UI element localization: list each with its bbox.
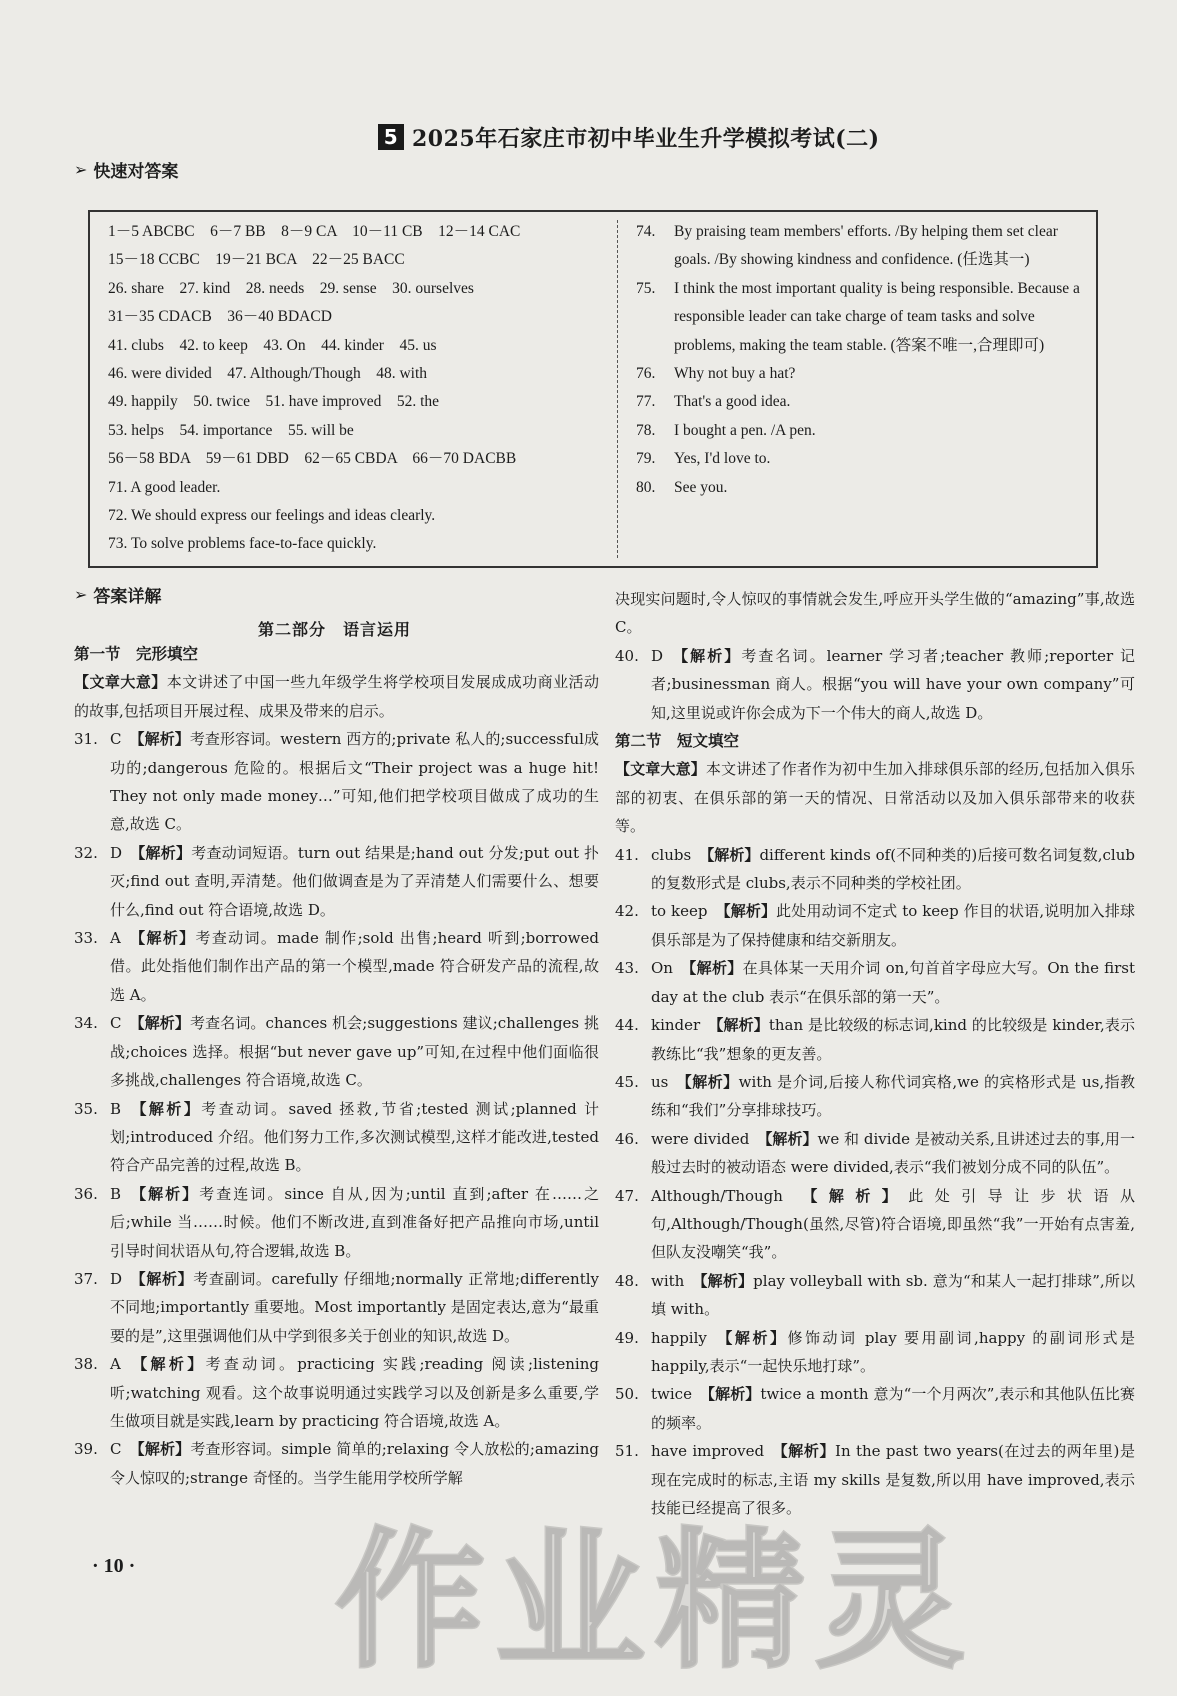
explanation-item <box>74 725 599 839</box>
quick-answer-box <box>88 210 1098 568</box>
analysis-text: 考查名词。learner 学习者;teacher 教师;reporter 记者;businessman 商人。根据“you will have your own company”可知,这里说或许你会成为下一个伟大的商人,故选 D。 <box>651 646 1135 722</box>
item-body <box>110 1265 599 1350</box>
analysis-text: 修饰动词 play 要用副词,happy 的副词形式是 happily,表示“一起快乐地打球”。 <box>651 1328 1135 1375</box>
item-body <box>110 1180 599 1265</box>
item-number: 32. <box>74 843 98 862</box>
answer-line: 1－5 ABCBC 6－7 BB 8－9 CA 10－11 CB 12－14 CAC <box>108 223 521 240</box>
summary-text: 本文讲述了中国一些九年级学生将学校项目发展成成功商业活动的故事,包括项目开展过程、成果及带来的启示。 <box>74 673 599 720</box>
item-body <box>651 1182 1135 1267</box>
analysis-text: 考查副词。carefully 仔细地;normally 正常地;differently不同地;importantly 重要地。Most importantly 是固定表达,意为“最重要的是”,这里强调他们从中学到很多关于创业的知识,故选 D。 <box>110 1269 599 1345</box>
item-number: 48. <box>615 1271 639 1290</box>
item-number: 42. <box>615 902 639 921</box>
item-answer: On <box>651 959 673 978</box>
item-answer: D <box>651 646 664 665</box>
item-body <box>651 897 1135 954</box>
quick-answers-right <box>636 218 1084 502</box>
explanation-item <box>615 954 1135 1011</box>
item-body <box>651 642 1135 727</box>
item-body <box>110 1009 599 1094</box>
explanation-item <box>74 1180 599 1265</box>
summary-text: 本文讲述了作者作为初中生加入排球俱乐部的经历,包括加入俱乐部的初衷、在俱乐部的第一天的情况、日常活动以及加入俱乐部带来的收获等。 <box>615 760 1135 836</box>
item-body <box>651 1380 1135 1437</box>
details-heading <box>74 582 161 607</box>
item-number: 34. <box>74 1014 98 1033</box>
item-body <box>651 841 1135 898</box>
answer-item <box>636 417 1084 445</box>
analysis-text: 考查连词。since 自从,因为;until 直到;after 在……之后;while 当……时候。他们不断改进,直到准备好把产品推向市场,until 引导时间状语从句,符合逻辑,故选 B。 <box>110 1184 599 1260</box>
analysis-tag: 【解析】 <box>129 1440 191 1459</box>
answer-line: 15－18 CCBC 19－21 BCA 22－25 BACC <box>108 251 405 269</box>
item-number: 33. <box>74 929 98 948</box>
item-answer: were divided <box>651 1129 750 1148</box>
analysis-text: different kinds of(不同种类的)后接可数名词复数,club 的复数形式是 clubs,表示不同种类的学校社团。 <box>651 845 1135 893</box>
analysis-tag: 【解析】 <box>715 902 777 921</box>
item-number: 44. <box>615 1016 639 1035</box>
analysis-text: with 是介词,后接人称代词宾格,we 的宾格形式是 us,指教练和“我们”分享排球技巧。 <box>651 1072 1135 1120</box>
analysis-text: 考查动词。practicing 实践;reading 阅读;listening 听;watching 观看。这个故事说明通过实践学习以及创新是多么重要,学生做项目就是实践,learn by practicing 符合语境,故选 A。 <box>110 1355 599 1430</box>
section1-title: 第一节 完形填空 <box>74 645 199 663</box>
item-number: 43. <box>615 959 639 978</box>
analysis-tag: 【解析】 <box>676 1072 739 1091</box>
analysis-tag: 【解析】 <box>680 959 743 978</box>
analysis-tag: 【解析】 <box>772 1442 836 1461</box>
explanation-item <box>615 1380 1135 1437</box>
section2-summary <box>615 755 1135 840</box>
explanation-item <box>615 1125 1135 1182</box>
item-answer: us <box>651 1072 669 1091</box>
analysis-text: 考查形容词。western 西方的;private 私人的;successful成功的;dangerous 危险的。根据后文“Their project was a huge hit! They not only made money…”可知,他们把学校项目做成了成功的生意,故选 C。 <box>110 730 599 834</box>
item-body <box>651 1125 1135 1182</box>
answer-number: 76. <box>636 365 656 383</box>
quick-answers-heading-text: 快速对答案 <box>93 162 179 182</box>
item-body <box>110 924 599 1009</box>
explanation-item <box>74 1095 599 1180</box>
answer-number: 79. <box>636 450 656 468</box>
answer-line: 56－58 BDA 59－61 DBD 62－65 CBDA 66－70 DACBB <box>108 450 517 468</box>
details-left-column <box>74 640 599 1492</box>
details-right-column <box>615 585 1135 1522</box>
answer-item <box>636 218 1084 275</box>
explanation-item <box>615 841 1135 898</box>
item-body <box>110 1095 599 1180</box>
quick-answers-left <box>108 218 608 559</box>
item-answer: A <box>110 1355 121 1374</box>
analysis-text: play volleyball with sb. 意为“和某人一起打排球”,所以填 with。 <box>651 1271 1135 1319</box>
analysis-tag: 【解析】 <box>708 1016 769 1035</box>
answer-line: 71. A good leader. <box>108 478 221 496</box>
item-answer: have improved <box>651 1442 765 1461</box>
answer-line: 73. To solve problems face-to-face quickly. <box>108 535 377 553</box>
answer-item <box>636 388 1084 416</box>
answer-number: 74. <box>636 223 656 240</box>
analysis-text: 考查动词。made 制作;sold 出售;heard 听到;borrowed借。此处指他们制作出产品的第一个模型,made 符合研发产品的流程,故选 A。 <box>110 929 599 1004</box>
arrow-icon: ➢ <box>74 585 88 604</box>
analysis-text: we 和 divide 是被动关系,且讲述过去的事,用一般过去时的被动语态 were divided,表示“我们被划分成不同的队伍”。 <box>651 1129 1135 1177</box>
answer-text: That's a good idea. <box>674 393 791 411</box>
item-body <box>651 954 1135 1011</box>
exam-title <box>378 122 880 152</box>
analysis-tag: 【解析】 <box>757 1129 818 1148</box>
explanation-item <box>74 839 599 924</box>
analysis-tag: 【解析】 <box>128 929 196 948</box>
part-title: 第二部分 语言运用 <box>258 620 412 639</box>
analysis-tag: 【解析】 <box>128 1355 206 1374</box>
analysis-tag: 【解析】 <box>129 1014 191 1033</box>
summary-tag: 【文章大意】 <box>74 673 167 692</box>
item-number: 51. <box>615 1442 639 1461</box>
item-number: 39. <box>74 1440 98 1459</box>
explanation-item <box>74 924 599 1009</box>
answer-line: 31－35 CDACB 36－40 BDACD <box>108 308 332 326</box>
summary-tag: 【文章大意】 <box>615 760 706 779</box>
item-number: 31. <box>74 730 98 749</box>
item-number: 35. <box>74 1099 98 1118</box>
item-answer: D <box>110 843 123 862</box>
item-answer: to keep <box>651 902 708 921</box>
analysis-tag: 【解析】 <box>671 646 742 665</box>
analysis-tag: 【解析】 <box>699 1385 761 1404</box>
answer-number: 80. <box>636 478 656 496</box>
item-answer: happily <box>651 1328 707 1347</box>
watermark: 作业精灵 <box>335 1515 976 1689</box>
item-answer: C <box>110 1014 122 1033</box>
explanation-item <box>615 1267 1135 1324</box>
answer-text: I bought a pen. /A pen. <box>674 421 816 439</box>
page-number: · 10 · <box>92 1555 136 1577</box>
quick-answers-heading <box>74 157 178 182</box>
item-answer: kinder <box>651 1016 701 1035</box>
section1-summary <box>74 668 599 725</box>
answer-text: By praising team members' efforts. /By helping them set clear goals. /By showing kindness and confidence. (任选其一) <box>674 223 1058 269</box>
item-answer: C <box>110 1440 122 1459</box>
analysis-text: 考查动词。saved 拯救,节省;tested 测试;planned 计划;introduced 介绍。他们努力工作,多次测试模型,这样才能改进,tested 符合产品完善的过程,故选 B。 <box>110 1099 599 1175</box>
item-number: 41. <box>615 845 639 864</box>
right-items-a <box>615 642 1135 727</box>
analysis-tag: 【解析】 <box>130 843 192 862</box>
answer-number: 75. <box>636 279 656 297</box>
item-number: 38. <box>74 1355 98 1374</box>
answer-text: Yes, I'd love to. <box>674 450 771 468</box>
analysis-text: 考查动词短语。turn out 结果是;hand out 分发;put out 扑灭;find out 查明,弄清楚。他们做调查是为了弄清楚人们需要什么、想要什么,find out 符合语境,故选 D。 <box>110 843 599 919</box>
section2-title: 第二节 短文填空 <box>615 732 740 751</box>
explanation-item <box>615 642 1135 727</box>
explanation-item <box>615 1324 1135 1381</box>
item-answer: D <box>110 1269 123 1288</box>
analysis-tag: 【解析】 <box>699 845 760 864</box>
item-answer: Although/Though <box>651 1186 783 1205</box>
explanation-item <box>74 1009 599 1094</box>
item-answer: A <box>110 929 121 948</box>
analysis-tag: 【解析】 <box>129 1099 202 1118</box>
answer-number: 78. <box>636 421 656 439</box>
analysis-tag: 【解析】 <box>692 1271 754 1290</box>
item-number: 36. <box>74 1184 98 1203</box>
analysis-tag: 【解析】 <box>790 1186 909 1205</box>
item-number: 46. <box>615 1129 639 1148</box>
answer-line: 46. were divided 47. Although/Though 48. with <box>108 365 428 383</box>
answer-line: 53. helps 54. importance 55. will be <box>108 421 354 439</box>
answer-text: I think the most important quality is being responsible. Because a responsible leader can take charge of team tasks and solve problems, making the team stable. (答案不唯一,合理即可) <box>674 279 1080 354</box>
explanation-item <box>615 897 1135 954</box>
explanation-item <box>615 1068 1135 1125</box>
item-body <box>651 1068 1135 1125</box>
item-39-continued: 决现实问题时,令人惊叹的事情就会发生,呼应开头学生做的“amazing”事,故选 C。 <box>615 590 1135 637</box>
exam-title-text: 2025年石家庄市初中毕业生升学模拟考试(二) <box>412 125 880 152</box>
dashed-divider <box>617 220 618 558</box>
analysis-text: 此处用动词不定式 to keep 作目的状语,说明加入排球俱乐部是为了保持健康和结交新朋友。 <box>651 902 1135 949</box>
details-heading-text: 答案详解 <box>93 587 162 607</box>
arrow-icon: ➢ <box>74 160 88 179</box>
exam-number-badge: 5 <box>378 124 404 150</box>
item-answer: twice <box>651 1385 692 1404</box>
analysis-text: than 是比较级的标志词,kind 的比较级是 kinder,表示教练比“我”想象的更友善。 <box>651 1016 1135 1063</box>
explanation-item <box>74 1265 599 1350</box>
item-answer: C <box>110 730 122 749</box>
item-number: 50. <box>615 1385 639 1404</box>
item-number: 40. <box>615 646 639 665</box>
item-answer: B <box>110 1099 122 1118</box>
item-answer: clubs <box>651 845 692 864</box>
answer-line: 41. clubs 42. to keep 43. On 44. kinder 45. us <box>108 336 437 354</box>
answer-text: See you. <box>674 478 728 496</box>
answer-line: 72. We should express our feelings and ideas clearly. <box>108 507 436 525</box>
answer-text: Why not buy a hat? <box>674 365 796 383</box>
analysis-text: twice a month 意为“一个月两次”,表示和其他队伍比赛的频率。 <box>651 1385 1135 1432</box>
answer-item <box>636 360 1084 388</box>
item-number: 47. <box>615 1186 639 1205</box>
explanation-item <box>74 1350 599 1435</box>
item-answer: B <box>110 1184 122 1203</box>
analysis-tag: 【解析】 <box>130 1269 194 1288</box>
answer-line: 49. happily 50. twice 51. have improved 52. the <box>108 393 440 411</box>
answer-line: 26. share 27. kind 28. needs 29. sense 30. ourselves <box>108 279 474 297</box>
item-number: 45. <box>615 1072 639 1091</box>
analysis-tag: 【解析】 <box>129 1184 200 1203</box>
item-body <box>110 725 599 839</box>
item-body <box>110 1350 599 1435</box>
item-body <box>651 1267 1135 1324</box>
item-body <box>110 839 599 924</box>
answer-item <box>636 445 1084 473</box>
analysis-text: 考查名词。chances 机会;suggestions 建议;challenges 挑战;choices 选择。根据“but never gave up”可知,在过程中他们面临很多挑战,challenges 符合语境,故选 C。 <box>110 1014 599 1090</box>
answer-number: 77. <box>636 393 656 411</box>
item-answer: with <box>651 1271 685 1290</box>
answer-item <box>636 275 1084 360</box>
explanation-item <box>615 1182 1135 1267</box>
item-body <box>651 1324 1135 1381</box>
item-body <box>651 1011 1135 1068</box>
answer-item <box>636 474 1084 502</box>
analysis-text: In the past two years(在过去的两年里)是现在完成时的标志,主语 my skills 是复数,所以用 have improved,表示技能已经提高了很多。 <box>651 1442 1135 1517</box>
analysis-tag: 【解析】 <box>129 730 190 749</box>
analysis-tag: 【解析】 <box>714 1328 788 1347</box>
left-items <box>74 725 599 1492</box>
analysis-text: 此处引导让步状语从句,Although/Though(虽然,尽管)符合语境,即虽然“我”一开始有点害羞,但队友没嘲笑“我”。 <box>651 1186 1135 1262</box>
item-number: 49. <box>615 1328 639 1347</box>
analysis-text: 在具体某一天用介词 on,句首首字母应大写。On the first day at the club 表示“在俱乐部的第一天”。 <box>651 959 1135 1006</box>
right-items-b <box>615 841 1135 1523</box>
analysis-text: 考查形容词。simple 简单的;relaxing 令人放松的;amazing 令人惊叹的;strange 奇怪的。当学生能用学校所学解 <box>110 1440 599 1487</box>
explanation-item <box>615 1011 1135 1068</box>
item-number: 37. <box>74 1269 98 1288</box>
